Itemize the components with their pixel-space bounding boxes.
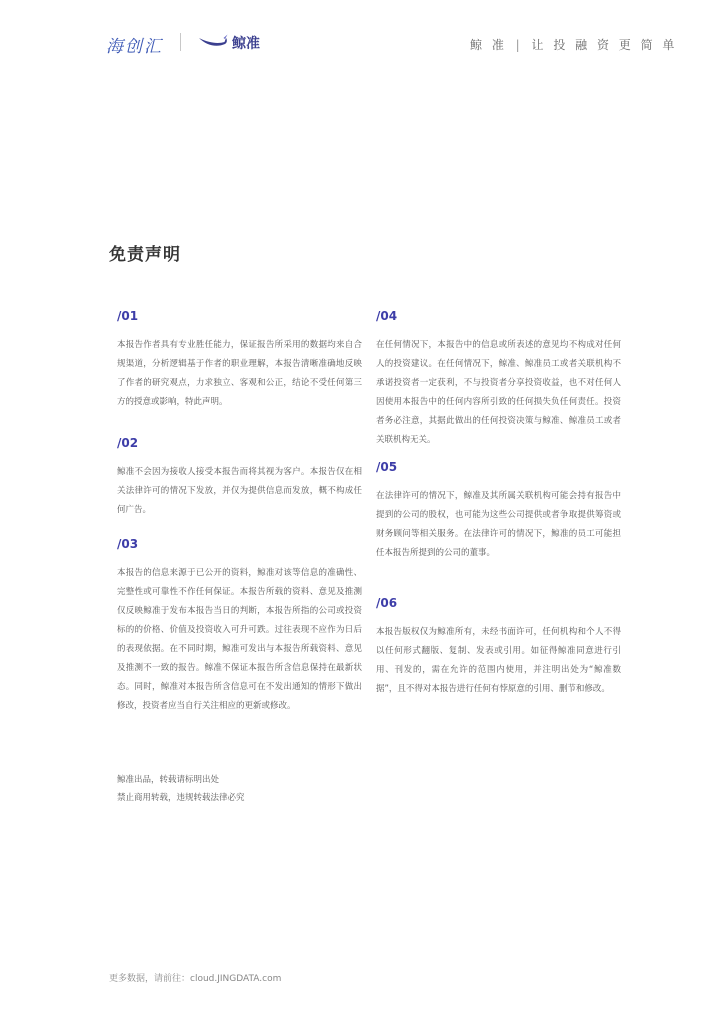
disclaimer-section-03 — [117, 536, 362, 716]
section-text: 本报告的信息来源于已公开的资料，鲸准对该等信息的准确性、完整性或可靠性不作任何保证。本报告所载的资料、意见及推测仅反映鲸准于发布本报告当日的判断，本报告所指的公司或投资标的的价格、价值及投资收入可升可跌。过往表现不应作为日后的表现依据。在不同时期，鲸准可发出与本报告所载资料、意见及推测不一致的报告。鲸准不保证本报告所含信息保持在最新状态。同时，鲸准对本报告所含信息可在不发出通知的情形下做出修改，投资者应当自行关注相应的更新或修改。 — [117, 568, 362, 711]
disclaimer-section-05 — [376, 459, 621, 563]
notice-line-prohibition: 禁止商用转载，违规转载法律必究 — [117, 793, 245, 803]
jingzhun-logo-text: 鲸准 — [232, 36, 260, 52]
section-number: /04 — [376, 309, 398, 323]
page-title: 免责声明 — [109, 245, 181, 265]
section-number: /05 — [376, 460, 398, 474]
header-slogan — [470, 36, 677, 53]
slogan-separator: | — [515, 38, 523, 52]
section-text: 本报告版权仅为鲸准所有，未经书面许可，任何机构和个人不得以任何形式翻版、复制、发表或引用。如征得鲸准同意进行引用、刊发的，需在允许的范围内使用，并注明出处为“鲸准数据”，且不得对本报告进行任何有悖原意的引用、删节和修改。 — [376, 627, 621, 694]
slogan-brand: 鲸 准 — [470, 38, 507, 52]
logo-divider — [180, 33, 181, 51]
disclaimer-section-02 — [117, 435, 362, 520]
footer-link-text: 更多数据，请前往：cloud.JINGDATA.com — [109, 974, 282, 984]
slogan-tagline: 让 投 融 资 更 简 单 — [531, 38, 678, 52]
notice-line-source: 鲸准出品，转载请标明出处 — [117, 775, 220, 785]
section-text: 鲸准不会因为接收人接受本报告而将其视为客户。本报告仅在相关法律许可的情况下发放，并仅为提供信息而发放，概不构成任何广告。 — [117, 467, 362, 515]
disclaimer-section-06 — [376, 595, 621, 699]
section-number: /03 — [117, 537, 139, 551]
section-number: /01 — [117, 309, 139, 323]
section-text: 在法律许可的情况下，鲸准及其所属关联机构可能会持有报告中提到的公司的股权，也可能为这些公司提供或者争取提供筹资或财务顾问等相关服务。在法律许可的情况下，鲸准的员工可能担任本报告所提到的公司的董事。 — [376, 491, 621, 558]
whale-icon — [198, 33, 228, 51]
copyright-notice — [117, 771, 245, 807]
disclaimer-section-01 — [117, 308, 362, 412]
section-number: /06 — [376, 596, 398, 610]
section-text: 本报告作者具有专业胜任能力，保证报告所采用的数据均来自合规渠道，分析逻辑基于作者的职业理解，本报告清晰准确地反映了作者的研究观点，力求独立、客观和公正，结论不受任何第三方的授意或影响，特此声明。 — [117, 340, 362, 407]
disclaimer-section-04 — [376, 308, 621, 450]
section-number: /02 — [117, 436, 139, 450]
haichuanghui-logo: 海创汇 — [106, 37, 163, 57]
page-header — [0, 0, 724, 70]
section-text: 在任何情况下，本报告中的信息或所表述的意见均不构成对任何人的投资建议。在任何情况下，鲸准、鲸准员工或者关联机构不承诺投资者一定获利，不与投资者分享投资收益，也不对任何人因使用本报告中的任何内容所引致的任何损失负任何责任。投资者务必注意，其据此做出的任何投资决策与鲸准、鲸准员工或者关联机构无关。 — [376, 340, 621, 445]
